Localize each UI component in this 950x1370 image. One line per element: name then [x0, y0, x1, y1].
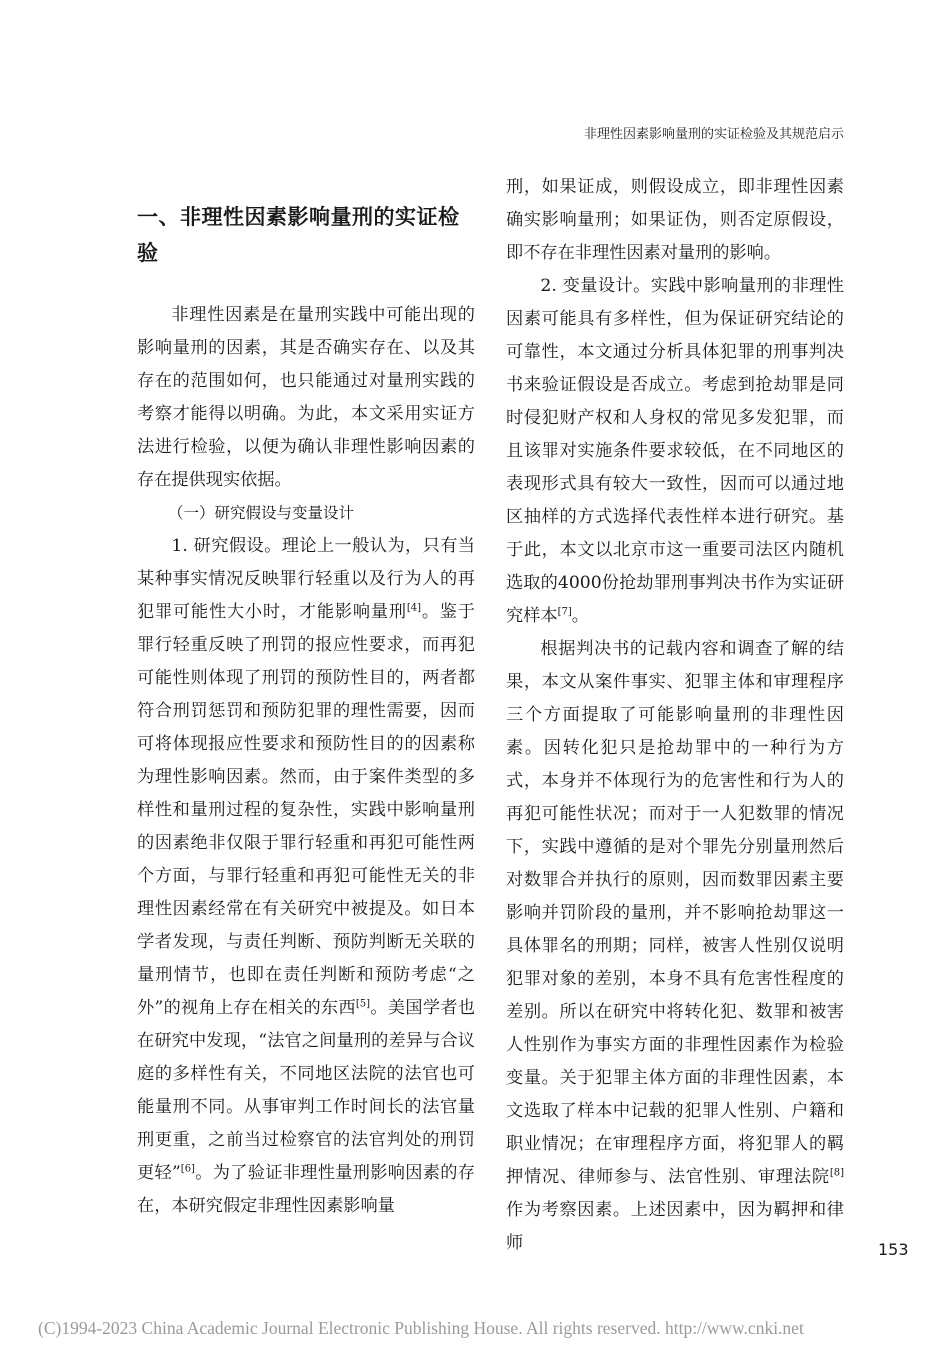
paragraph: 根据判决书的记载内容和调查了解的结果，本文从案件事实、犯罪主体和审理程序三个方面提取了可能影响量刑的非理性因素。因转化犯只是抢劫罪中的一种行为方式，本身并不体现行为的危害性和行为人的再犯可能性状况；而对于一人犯数罪的情况下，实践中遵循的是对个罪先分别量刑然后对数罪合并执行的原则，因而数罪因素主要影响并罚阶段的量刑，并不影响抢劫罪这一具体罪名的刑期；同样，被害人性别仅说明犯罪对象的差别，本身不具有危害性程度的差别。所以在研究中将转化犯、数罪和被害人性别作为事实方面的非理性因素作为检验变量。关于犯罪主体方面的非理性因素，本文选取了样本中记载的犯罪人性别、户籍和职业情况；在审理程序方面，将犯罪人的羁押情况、律师参与、法官性别、审理法院[8]作为考察因素。上述因素中，因为羁押和律师 — [506, 639, 844, 1253]
citation-ref[interactable]: [8] — [829, 1167, 844, 1179]
right-column — [506, 171, 844, 1260]
page-number: 153 — [878, 1240, 909, 1259]
citation-ref[interactable]: [4] — [406, 602, 422, 614]
citation-ref[interactable]: [7] — [557, 606, 572, 618]
paragraph: 刑，如果证成，则假设成立，即非理性因素确实影响量刑；如果证伪，则否定原假设，即不存在非理性因素对量刑的影响。 — [506, 177, 844, 263]
subsection-heading: （一）研究假设与变量设计 — [168, 504, 355, 522]
paragraph: 非理性因素是在量刑实践中可能出现的影响量刑的因素，其是否确实存在、以及其存在的范围如何，也只能通过对量刑实践的考察才能得以明确。为此，本文采用实证方法进行检验，以便为确认非理性影响因素的存在提供现实依据。 — [137, 305, 475, 490]
section-heading: 一、非理性因素影响量刑的实证检验 — [137, 205, 460, 265]
copyright-footer: (C)1994-2023 China Academic Journal Electronic Publishing House. All rights reserved. http://www.cnki.net — [38, 1318, 804, 1338]
left-column — [137, 171, 475, 1223]
citation-ref[interactable]: [5] — [355, 998, 371, 1010]
running-header: 非理性因素影响量刑的实证检验及其规范启示 — [583, 127, 844, 142]
citation-ref[interactable]: [6] — [180, 1163, 195, 1175]
paragraph: 2. 变量设计。实践中影响量刑的非理性因素可能具有多样性，但为保证研究结论的可靠性，本文通过分析具体犯罪的刑事判决书来验证假设是否成立。考虑到抢劫罪是同时侵犯财产权和人身权的常见多发犯罪，而且该罪对实施条件要求较低，在不同地区的表现形式具有较大一致性，因而可以通过地区抽样的方式选择代表性样本进行研究。基于此，本文以北京市这一重要司法区内随机选取的4000份抢劫罪刑事判决书作为实证研究样本[7]。 — [506, 276, 844, 626]
paragraph: 1. 研究假设。理论上一般认为，只有当某种事实情况反映罪行轻重以及行为人的再犯罪可能性大小时，才能影响量刑[4]。鉴于罪行轻重反映了刑罚的报应性要求，而再犯可能性则体现了刑罚的预防性目的，两者都符合刑罚惩罚和预防犯罪的理性需要，因而可将体现报应性要求和预防性目的的因素称为理性影响因素。然而，由于案件类型的多样性和量刑过程的复杂性，实践中影响量刑的因素绝非仅限于罪行轻重和再犯可能性两个方面，与罪行轻重和再犯可能性无关的非理性因素经常在有关研究中被提及。如日本学者发现，与责任判断、预防判断无关联的量刑情节，也即在责任判断和预防考虑“之外”的视角上存在相关的东西[5]。美国学者也在研究中发现，“法官之间量刑的差异与合议庭的多样性有关，不同地区法院的法官也可能量刑不同。从事审判工作时间长的法官量刑更重，之前当过检察官的法官判处的刑罚更轻”[6]。为了验证非理性量刑影响因素的存在，本研究假定非理性因素影响量 — [137, 536, 475, 1216]
